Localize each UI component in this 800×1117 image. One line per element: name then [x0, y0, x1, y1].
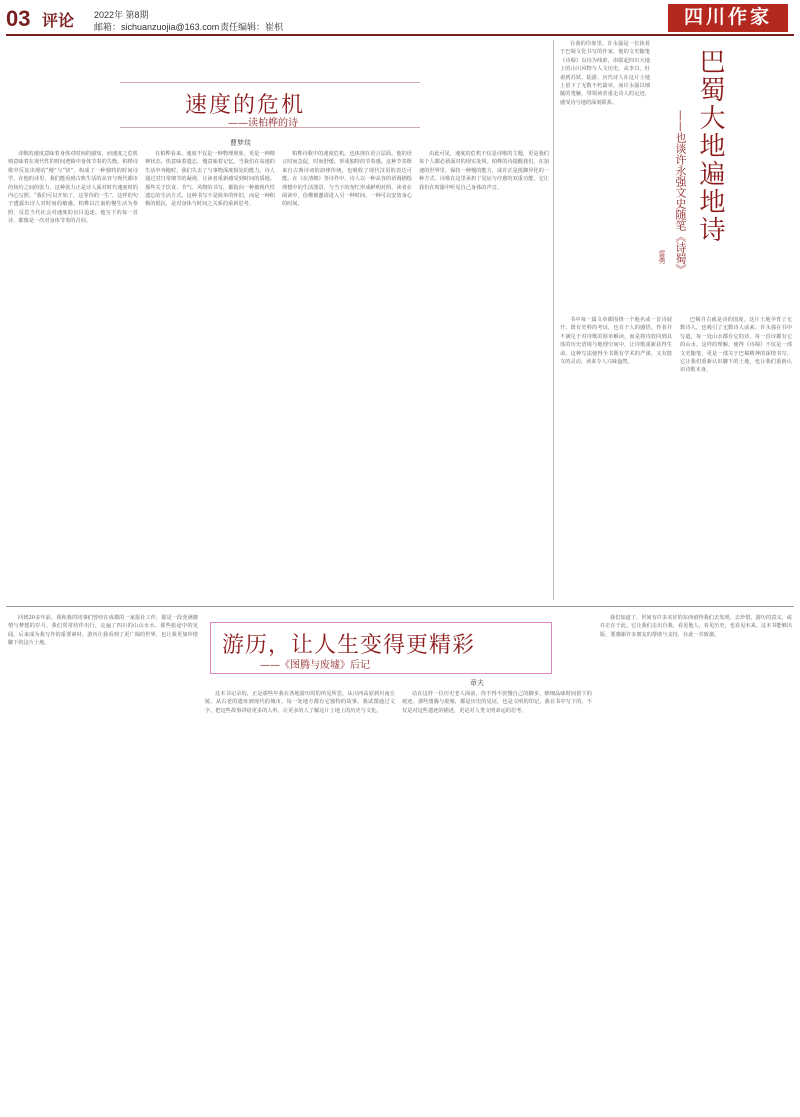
article1-title: 速度的危机 — [185, 93, 306, 118]
article3-column-1: 回到20多年前，我和我的同事们曾经在成都的一家报社工作，那是一段充满激情与梦想的岁月。我们常常结伴出行，走遍了四川的山山水水。那些旅途中的见闻，后来成为我写作的重要素材。游历让我看到了更广阔的世界，也让我更加珍惜脚下的这片土地。 — [8, 615, 198, 647]
article2-column-2: 书中每一篇文章都围绕一个地名或一首诗展开，既有史料的考证，也有个人的感悟。作者并不满足于对诗歌的简单解读，而是将诗放回到具体的历史语境与地理空间中，让诗歌重新获得生命。这种写法使得全书既有学术的严谨，又有散文的灵动，读来令人兴味盎然。 — [560, 317, 672, 366]
article1-subtitle: ——读柏桦的诗 — [228, 118, 298, 129]
section-divider — [6, 606, 794, 607]
section-title: 评论 — [42, 13, 75, 30]
article3-author: 章夫 — [470, 680, 484, 687]
article1-author: 曹梦琰 — [230, 140, 251, 147]
article3-column-4: 我们知道了，世间有许多美好的东西值得我们去发现、去珍惜。游历的意义，或许正在于此。它让我们走出自我，看见他人，看见历史，也看见未来。这本书能够出版，要感谢许多朋友的帮助与支持，在此一并致谢。 — [600, 615, 792, 638]
page-number: 03 — [6, 6, 31, 31]
editor-email: 邮箱：sichuanzuojia@163.com — [94, 22, 220, 32]
header-rule — [6, 34, 794, 36]
column-divider — [553, 40, 554, 600]
article2-column-3: 巴蜀自古就是诗的国度。这片土地孕育了无数诗人，也吸引了无数诗人前来。许永强在书中写道，每一处山水都有它的诗，每一首诗都有它的山水。这样的理解，使得《诗蜀》不仅是一部文史随笔，更是一部关于巴蜀精神的深情书写。它让我们重新认识脚下的土地，也让我们重新认识诗歌本身。 — [680, 317, 792, 374]
article1-column-2: 在柏桦看来，速度不仅是一种物理现象，更是一种精神状态。快意味着遗忘，慢意味着记忆。当我们在高速的生活中奔跑时，我们失去了与事物深度相处的能力。诗人通过对日常细节的凝视，让读者重新感受到时间的质地。那些关于饮食、节气、风物的书写，都指向一种被现代性遗忘的生活方式。这种书写不是简单的怀旧，而是一种积极的抵抗，是对身体与时间之关系的重新思考。 — [145, 151, 275, 208]
article2-title: 巴蜀大地遍地诗 — [695, 48, 725, 244]
issue-date: 2022年 第8期 — [94, 10, 149, 20]
article2-author: 雷勇 — [658, 250, 665, 264]
brand-logo: 四川作家 — [668, 4, 788, 32]
article3-title: 游历，让人生变得更精彩 — [222, 633, 476, 658]
article3-column-2: 这本书记录的，正是那些年我在各地游历时的所见所思。从川西高原到川南丘陵，从古老的遗址到现代的城市，每一处地方都有它独特的故事。我试图通过文字，把这些故事讲给更多的人听，让更多的人了解这片土地上的历史与文化。 — [205, 691, 395, 714]
article2-column-1: 在我的印象里，许永强是一位执着于巴蜀文化书写的作家。他的文史随笔《诗蜀》以诗为线索，串联起四川大地上的山川风物与人文历史。从李白、杜甫到苏轼、陆游，历代诗人在这片土地上留下了无数不朽篇章，而许永强以细腻的笔触，带领读者重走诗人的足迹，感受诗与地的深刻联系。 — [560, 41, 650, 106]
article1-column-4: 由此可见，速度的危机不仅是诗歌的主题，更是我们每个人都必须面对的现实处境。柏桦的诗提醒我们，在加速的世界里，保持一种慢的能力，或许正是抵御异化的一种方式。诗歌在这里承担了见证与疗愈的双重功能，它让我们在喧嚣中听见自己身体的声音。 — [419, 151, 549, 191]
article3-column-3: 站在这样一位历史老人面前，你不得不放慢自己的脚步，细细品味时间留下的痕迹。那些图腾与废墟，都是历史的见证，也是文明的印记。我在书中写下的，不仅是对这些遗迹的描述，更是对人类文明命运的思考。 — [402, 691, 592, 714]
article2-subtitle: ——也谈许永强文史随笔《诗蜀》 — [674, 110, 687, 275]
article3-subtitle: ——《图腾与废墟》后记 — [260, 660, 370, 671]
article1-column-3: 柏桦诗歌中的速度危机，也体现在语言层面。他的语言时而急促，时而舒缓，形成独特的节奏感。这种节奏既来自古典诗词的韵律传统，也吸收了现代汉语的表达可能。在《在清朝》等诗作中，诗人以一种从容的语调描绘理想中的生活图景，与当下的匆忙形成鲜明对照。读者在阅读中，仿佛被邀请进入另一种时间，一种可以安放身心的时间。 — [282, 151, 412, 208]
editor-name: 责任编辑：崔枳 — [220, 22, 284, 32]
article1-column-1: 诗歌的速度意味着身体对时间的感知，而速度之危机则意味着在现代性的时间逻辑中身体节奏的失衡。柏桦诗歌中反复出现的“慢”与“快”，构成了一种独特的时间诗学。在他的诗里，我们能看到古典生活的从容与现代都市的焦灼之间的张力，这种张力正是诗人面对时代速度时的内心写照。“我们可以开始了，这等待的一生”，这样的句子透露出诗人对时间的敏感。柏桦以江南的慢生活为参照，反思当代社会对速度的盲目追逐。他写下的每一首诗，都像是一次对身体节奏的召回。 — [8, 151, 138, 225]
